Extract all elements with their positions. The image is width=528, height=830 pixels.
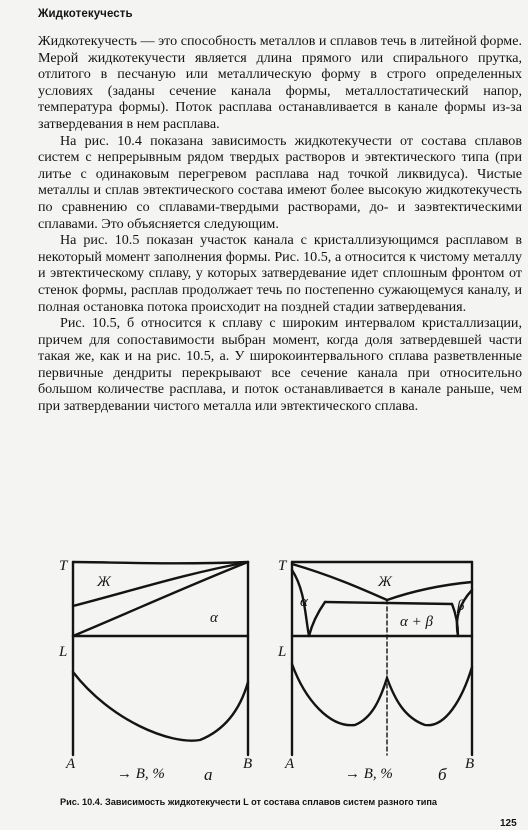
right-region-beta: β (457, 598, 465, 614)
left-point-B: B (243, 756, 253, 772)
left-panel-label: а (204, 765, 213, 784)
right-region-eutectic: α + β (400, 614, 433, 630)
right-region-liquid: Ж (378, 574, 392, 590)
left-region-solid: α (210, 610, 218, 626)
section-heading: Жидкотекучесть (38, 8, 133, 20)
paragraph: Рис. 10.5, б относится к сплаву с широким интервалом кристаллизации, причем для сопоставимости выбран момент, когда доля затвердевшей части такая же, как и на рис. 10.5, а. У широкоинтервального сплава разветвленные первичные дендриты перекрывают все сечение канала при относительно большом количестве расплава, и поток останавливается в канале раньше, чем при затвердевании чистого металла или эвтектического сплава. (38, 315, 522, 415)
left-x-axis-label: → B, % (117, 766, 165, 782)
left-axis-T: T (59, 558, 68, 574)
right-axis-T: T (278, 558, 287, 574)
left-axis-L: L (59, 644, 68, 660)
body-text (38, 33, 522, 415)
right-phase-diagram (292, 562, 472, 755)
left-point-A: A (66, 756, 76, 772)
right-x-axis-label: → B, % (345, 766, 393, 782)
right-point-A: A (285, 756, 295, 772)
left-phase-diagram (73, 562, 248, 755)
right-axis-L: L (278, 644, 287, 660)
paragraph: На рис. 10.5 показан участок канала с кристаллизующимся расплавом в некоторый момент заполнения формы. Рис. 10.5, а относится к чистому металлу и эвтектическому сплаву, у которых затвердевание идет сплошным фронтом от стенок формы, расплав продолжает течь по постепенно сужающемуся каналу, и полная остановка потока происходит на поздней стадии затвердевания. (38, 232, 522, 315)
page-number: 125 (500, 818, 517, 829)
paragraph: Жидкотекучесть — это способность металлов и сплавов течь в литейной форме. Мерой жидкотекучести является длина прямого или спирального прутка, отлитого в песчаную или металлическую форму в строго определенных условиях (заданы сечение канала формы, металлостатический напор, температура формы). Поток расплава останавливается в канале формы из-за затвердевания в нем расплава. (38, 33, 522, 132)
right-panel-label: б (438, 765, 447, 784)
right-region-alpha: α (300, 594, 308, 610)
figure-caption: Рис. 10.4. Зависимость жидкотекучести L от состава сплавов систем разного типа (60, 797, 438, 807)
paragraph: На рис. 10.4 показана зависимость жидкотекучести от состава сплавов систем с непрерывным рядом твердых растворов и эвтектического типа (при литье с одинаковым перегревом расплава над точкой ликвидуса). Чистые металлы и сплав эвтектического состава имеют более высокую жидкотекучесть по сравнению со сплавами-твердыми растворами, до- и заэвтектическими сплавами. Это объясняется следующим. (38, 132, 522, 232)
right-point-B: B (465, 756, 475, 772)
left-region-liquid: Ж (97, 574, 111, 590)
figure-10-4 (0, 546, 528, 796)
